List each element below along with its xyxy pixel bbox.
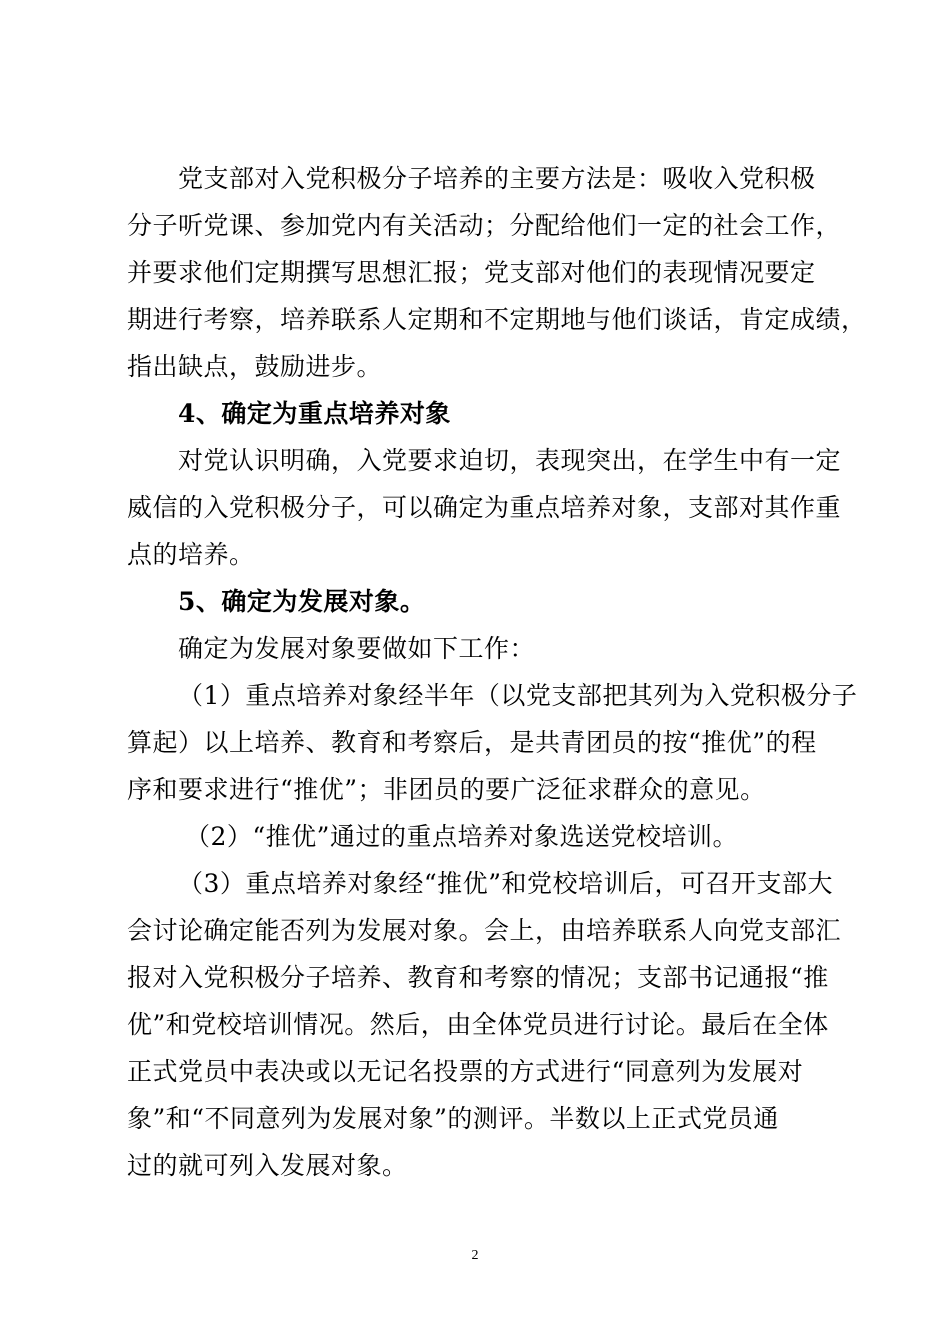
page-number: 2: [471, 1248, 479, 1263]
list-item-line: 序和要求进行“推优”；非团员的要广泛征求群众的意见。: [127, 775, 766, 804]
list-item-line: 报对入党积极分子培养、教育和考察的情况；支部书记通报“推: [127, 963, 829, 992]
list-item-line: 会讨论确定能否列为发展对象。会上，由培养联系人向党支部汇: [127, 916, 842, 945]
list-item-line: 算起）以上培养、教育和考察后，是共青团员的按“推优”的程: [127, 728, 817, 757]
list-item-line: （1）重点培养对象经半年（以党支部把其列为入党积极分子: [178, 681, 858, 710]
paragraph-line: 对党认识明确，入党要求迫切，表现突出，在学生中有一定: [178, 446, 842, 475]
list-item-line: 过的就可列入发展对象。: [127, 1151, 408, 1180]
list-item-line: 正式党员中表决或以无记名投票的方式进行“同意列为发展对: [127, 1057, 804, 1086]
paragraph-line: 分子听党课、参加党内有关活动；分配给他们一定的社会工作，: [127, 211, 842, 240]
paragraph-line: 并要求他们定期撰写思想汇报；党支部对他们的表现情况要定: [127, 258, 816, 287]
paragraph-line: 点的培养。: [127, 540, 255, 569]
paragraph-line: 确定为发展对象要做如下工作：: [178, 634, 536, 663]
list-item-line: 象”和“不同意列为发展对象”的测评。半数以上正式党员通: [127, 1104, 779, 1133]
document-body: [127, 155, 867, 1189]
list-item-line: （3）重点培养对象经“推优”和党校培训后，可召开支部大: [178, 869, 833, 898]
section-heading: 4、确定为重点培养对象: [178, 399, 451, 428]
list-item-line: （2）“推优”通过的重点培养对象选送党校培训。: [185, 822, 738, 851]
paragraph-line: 党支部对入党积极分子培养的主要方法是：吸收入党积极: [178, 164, 816, 193]
section-heading: 5、确定为发展对象。: [178, 587, 426, 616]
paragraph-line: 指出缺点，鼓励进步。: [127, 352, 383, 381]
paragraph-line: 威信的入党积极分子，可以确定为重点培养对象，支部对其作重: [127, 493, 842, 522]
list-item-line: 优”和党校培训情况。然后，由全体党员进行讨论。最后在全体: [127, 1010, 829, 1039]
paragraph-line: 期进行考察，培养联系人定期和不定期地与他们谈话，肯定成绩，: [127, 305, 867, 334]
